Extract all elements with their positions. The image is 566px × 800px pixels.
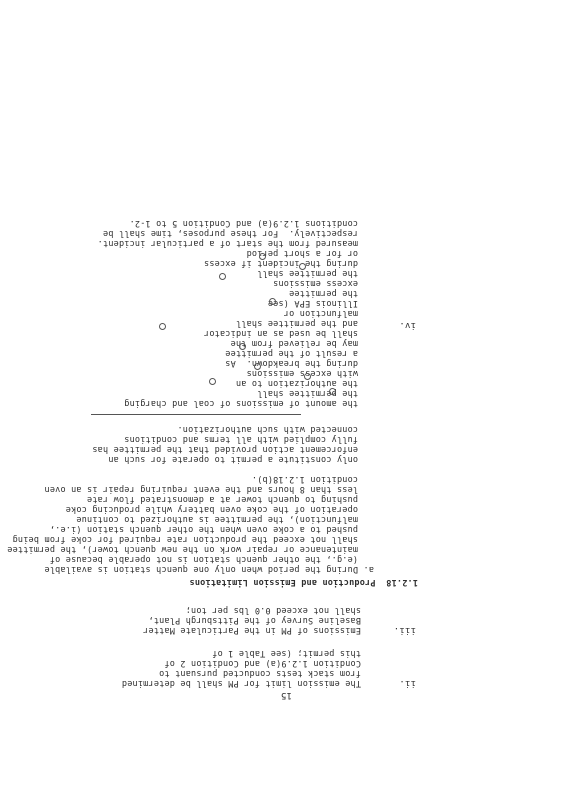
body-line: during the breakdown. As [225,358,374,368]
body-line: the permittee shall [257,268,374,278]
item-marker: iii. [393,625,416,635]
body-line: the permittee shall [257,388,374,398]
body-line: or for a short period [246,248,374,258]
body-line: excess emissions [272,278,374,288]
body-line: Condition 1.2.9(a) and Condition 2 of [164,658,361,668]
separator-line [91,414,301,415]
scan-mark [304,373,311,380]
body-line: the permittee [288,288,374,298]
body-line: enforcement action provided that the permittee has [92,444,374,454]
body-line: The emission limit for PM shall be determined [121,678,361,688]
scan-mark [329,388,336,395]
body-line: maintenance or repair work on the new quench tower), the permittee [7,544,374,554]
scan-mark [159,323,166,330]
body-line: pushed to a coke oven when the other quench station (i.e., [44,524,374,534]
body-line: condition 1.2.18(b). [251,474,374,484]
body-line: connected with such authorization. [177,424,374,434]
scan-mark [219,273,226,280]
scan-mark [209,378,216,385]
body-line: during the incident if excess [203,258,374,268]
item-marker: ii. [399,678,416,688]
body-line: a. During the period when only one quench station is available [44,564,374,574]
body-line: the authorization to an [235,378,374,388]
body-line: this permit; (see Table 1 of [212,648,361,658]
body-line: conditions 1.2.9(a) and Condition 5 to 1-2. [129,218,374,228]
scan-mark [239,343,246,350]
body-line: Illinois EPA (see [267,298,374,308]
scan-mark [254,363,261,370]
body-line: shall not exceed 0.0 lbs per ton; [185,605,361,615]
page-number: 15 [280,690,292,700]
body-line: operation of the coke oven battery while producing coke [65,504,374,514]
item-marker: iv. [399,320,416,330]
body-line: less than 8 hours and the event requiring repair is an oven [44,484,374,494]
body-line: malfunction), the permittee is authorized to continue [76,514,374,524]
body-line: may be relieved from the [230,338,374,348]
body-line: a result of the permittee [225,348,374,358]
scan-mark [299,263,306,270]
body-line: the amount of emissions of coal and charging [124,398,374,408]
body-line: pushing to quench tower at a demonstrated flow rate [86,494,374,504]
body-line: shall be used as an indicator [203,328,374,338]
body-line: malfunction or [283,308,374,318]
scan-mark [269,298,276,305]
body-line: measured from the start of a particular incident. [97,238,374,248]
body-line: fully complied with all terms and conditions [124,434,374,444]
body-line: only constitute a permit to operate for such an [108,454,374,464]
body-line: Emissions of PM in the Particulate Matter [142,625,361,635]
body-line: respectively. For these purposes, time shall be [102,228,374,238]
body-line: from stack tests conducted pursuant to [158,668,361,678]
body-line: (e.g., the other quench station is not operable because of [49,554,374,564]
body-line: and the permittee shall [235,318,374,328]
scan-mark [259,253,266,260]
body-line: Baseline Survey of the Pittsburgh Plant, [148,615,361,625]
body-line: with excess emissions [246,368,374,378]
body-line: shall not exceed the production rate required for coke from being [12,534,374,544]
section-heading: 1.2.18 Production and Emission Limitations [189,577,418,587]
